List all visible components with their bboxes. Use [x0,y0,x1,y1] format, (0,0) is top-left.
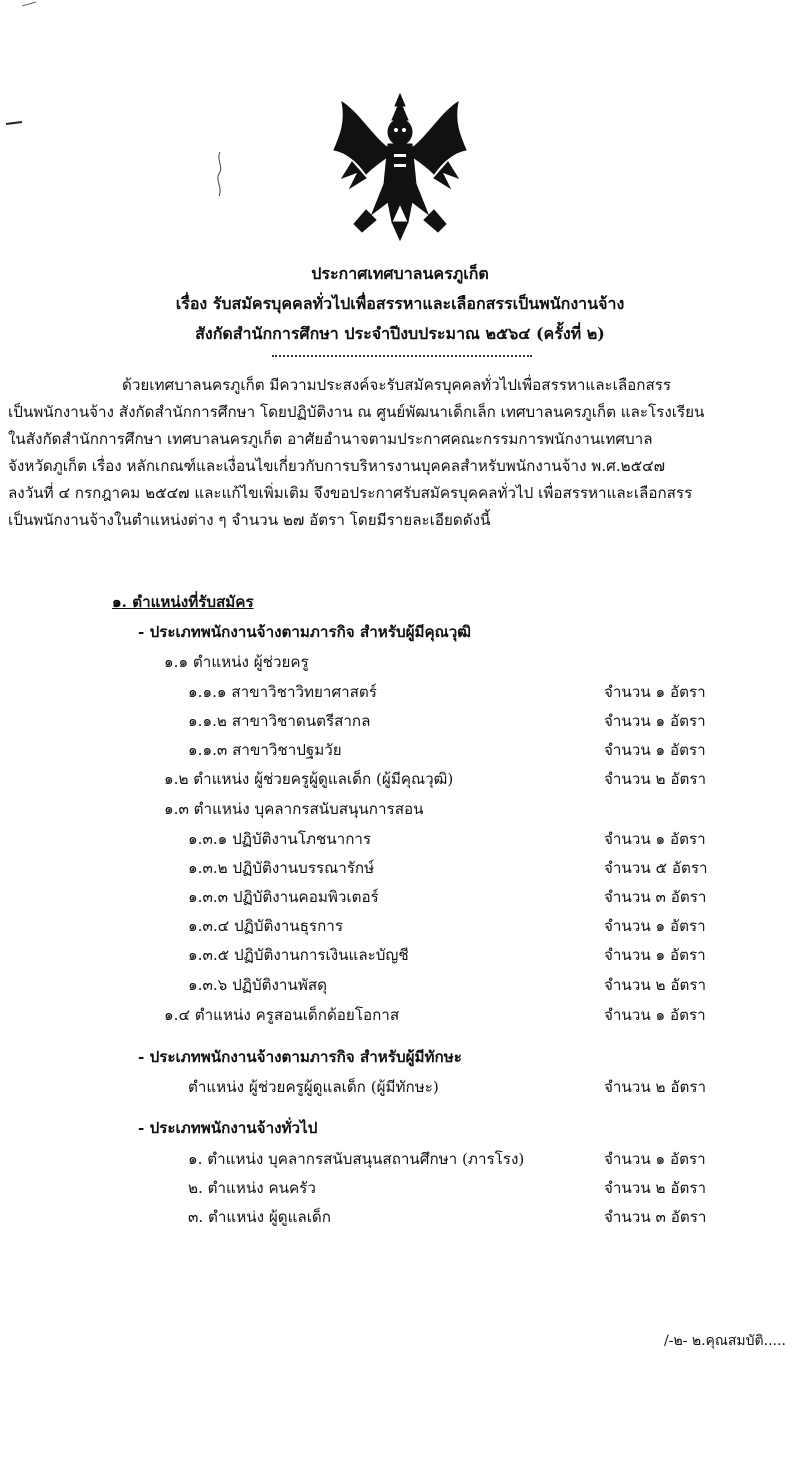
position-count: จำนวน ๑ อัตรา [604,1006,706,1024]
intro-line: ด้วยเทศบาลนครภูเก็ต มีความประสงค์จะรับสมัครบุคคลทั่วไปเพื่อสรรหาและเลือกสรร [122,376,672,394]
position-count: จำนวน ๒ อัตรา [604,1078,707,1096]
position-count: จำนวน ๑ อัตรา [604,830,706,848]
intro-line: ในสังกัดสำนักการศึกษา เทศบาลนครภูเก็ต อาศัยอำนาจตามประกาศคณะกรรมการพนักงานเทศบาล [8,430,653,448]
intro-line: ลงวันที่ ๔ กรกฎาคม ๒๕๔๗ และแก้ไขเพิ่มเติม จึงขอประกาศรับสมัครบุคคลทั่วไป เพื่อสรรหาและเลือกสรร [8,484,693,502]
position-item: ๑.๔ ตำแหน่ง ครูสอนเด็กด้อยโอกาส [164,1006,400,1024]
position-item: ตำแหน่ง ผู้ช่วยครูผู้ดูแลเด็ก (ผู้มีทักษะ) [188,1078,439,1096]
page-continuation: /-๒- ๒.คุณสมบัติ..... [664,1333,786,1349]
position-item: ๑.๓.๕ ปฏิบัติงานการเงินและบัญชี [188,946,409,964]
header-line-3: สังกัดสำนักการศึกษา ประจำปีงบประมาณ ๒๕๖๔ (ครั้งที่ ๒) [195,324,605,343]
position-item: ๑.๑.๑ สาขาวิชาวิทยาศาสตร์ [188,683,377,701]
position-count: จำนวน ๑ อัตรา [604,917,706,935]
intro-paragraph [8,372,790,534]
intro-line: เป็นพนักงานจ้าง สังกัดสำนักการศึกษา โดยปฏิบัติงาน ณ ศูนย์พัฒนาเด็กเล็ก เทศบาลนครภูเก็ต และโรงเรียน [8,403,705,421]
scan-mark-top [20,0,40,8]
intro-line: เป็นพนักงานจ้างในตำแหน่งต่าง ๆ จำนวน ๒๗ อัตรา โดยมีรายละเอียดดังนี้ [8,511,491,529]
header-line-2: เรื่อง รับสมัครบุคคลทั่วไปเพื่อสรรหาและเลือกสรรเป็นพนักงานจ้าง [175,294,625,313]
position-item: ๓. ตำแหน่ง ผู้ดูแลเด็ก [188,1208,331,1226]
position-item: ๑.๓.๒ ปฏิบัติงานบรรณารักษ์ [188,859,375,877]
position-count: จำนวน ๒ อัตรา [604,976,707,994]
intro-line: จังหวัดภูเก็ต เรื่อง หลักเกณฑ์และเงื่อนไขเกี่ยวกับการบริหารงานบุคคลสำหรับพนักงานจ้าง พ.ศ.๒๕๔๗ [8,457,666,475]
position-count: จำนวน ๒ อัตรา [604,770,707,788]
position-count: จำนวน ๕ อัตรา [604,859,708,877]
type-skilled-heading: - ประเภทพนักงานจ้างตามภารกิจ สำหรับผู้มีทักษะ [138,1048,462,1066]
scan-mark-dash [4,118,24,128]
position-count: จำนวน ๑ อัตรา [604,1150,706,1168]
position-item: ๒. ตำแหน่ง คนครัว [188,1179,316,1197]
type-general-heading: - ประเภทพนักงานจ้างทั่วไป [138,1119,318,1137]
position-count: จำนวน ๒ อัตรา [604,1179,707,1197]
position-item: ๑.๓.๖ ปฏิบัติงานพัสดุ [188,976,327,994]
position-item: ๑.๑.๓ สาขาวิชาปฐมวัย [188,741,342,759]
position-count: จำนวน ๑ อัตรา [604,712,706,730]
position-item: ๑.๓ ตำแหน่ง บุคลากรสนับสนุนการสอน [164,800,424,818]
position-item: ๑.๓.๔ ปฏิบัติงานธุรการ [188,917,343,935]
header-divider [272,355,532,357]
position-count: จำนวน ๑ อัตรา [604,946,706,964]
position-item: ๑.๓.๑ ปฏิบัติงานโภชนาการ [188,830,372,848]
garuda-emblem-icon [332,92,468,242]
position-item: ๑.๓.๓ ปฏิบัติงานคอมพิวเตอร์ [188,888,379,906]
scan-mark-scribble [210,150,230,200]
header-line-1: ประกาศเทศบาลนครภูเก็ต [311,264,489,283]
type-qualified-heading: - ประเภทพนักงานจ้างตามภารกิจ สำหรับผู้มีคุณวุฒิ [138,623,472,641]
position-item: ๑.๒ ตำแหน่ง ผู้ช่วยครูผู้ดูแลเด็ก (ผู้มีคุณวุฒิ) [164,770,454,788]
position-count: จำนวน ๑ อัตรา [604,683,706,701]
position-count: จำนวน ๓ อัตรา [604,888,707,906]
position-count: จำนวน ๑ อัตรา [604,741,706,759]
position-item: ๑. ตำแหน่ง บุคลากรสนับสนุนสถานศึกษา (ภารโรง) [188,1150,525,1168]
position-item: ๑.๑ ตำแหน่ง ผู้ช่วยครู [164,653,309,671]
position-item: ๑.๑.๒ สาขาวิชาดนตรีสากล [188,712,371,730]
position-count: จำนวน ๓ อัตรา [604,1208,707,1226]
section-title: ๑. ตำแหน่งที่รับสมัคร [112,593,254,611]
